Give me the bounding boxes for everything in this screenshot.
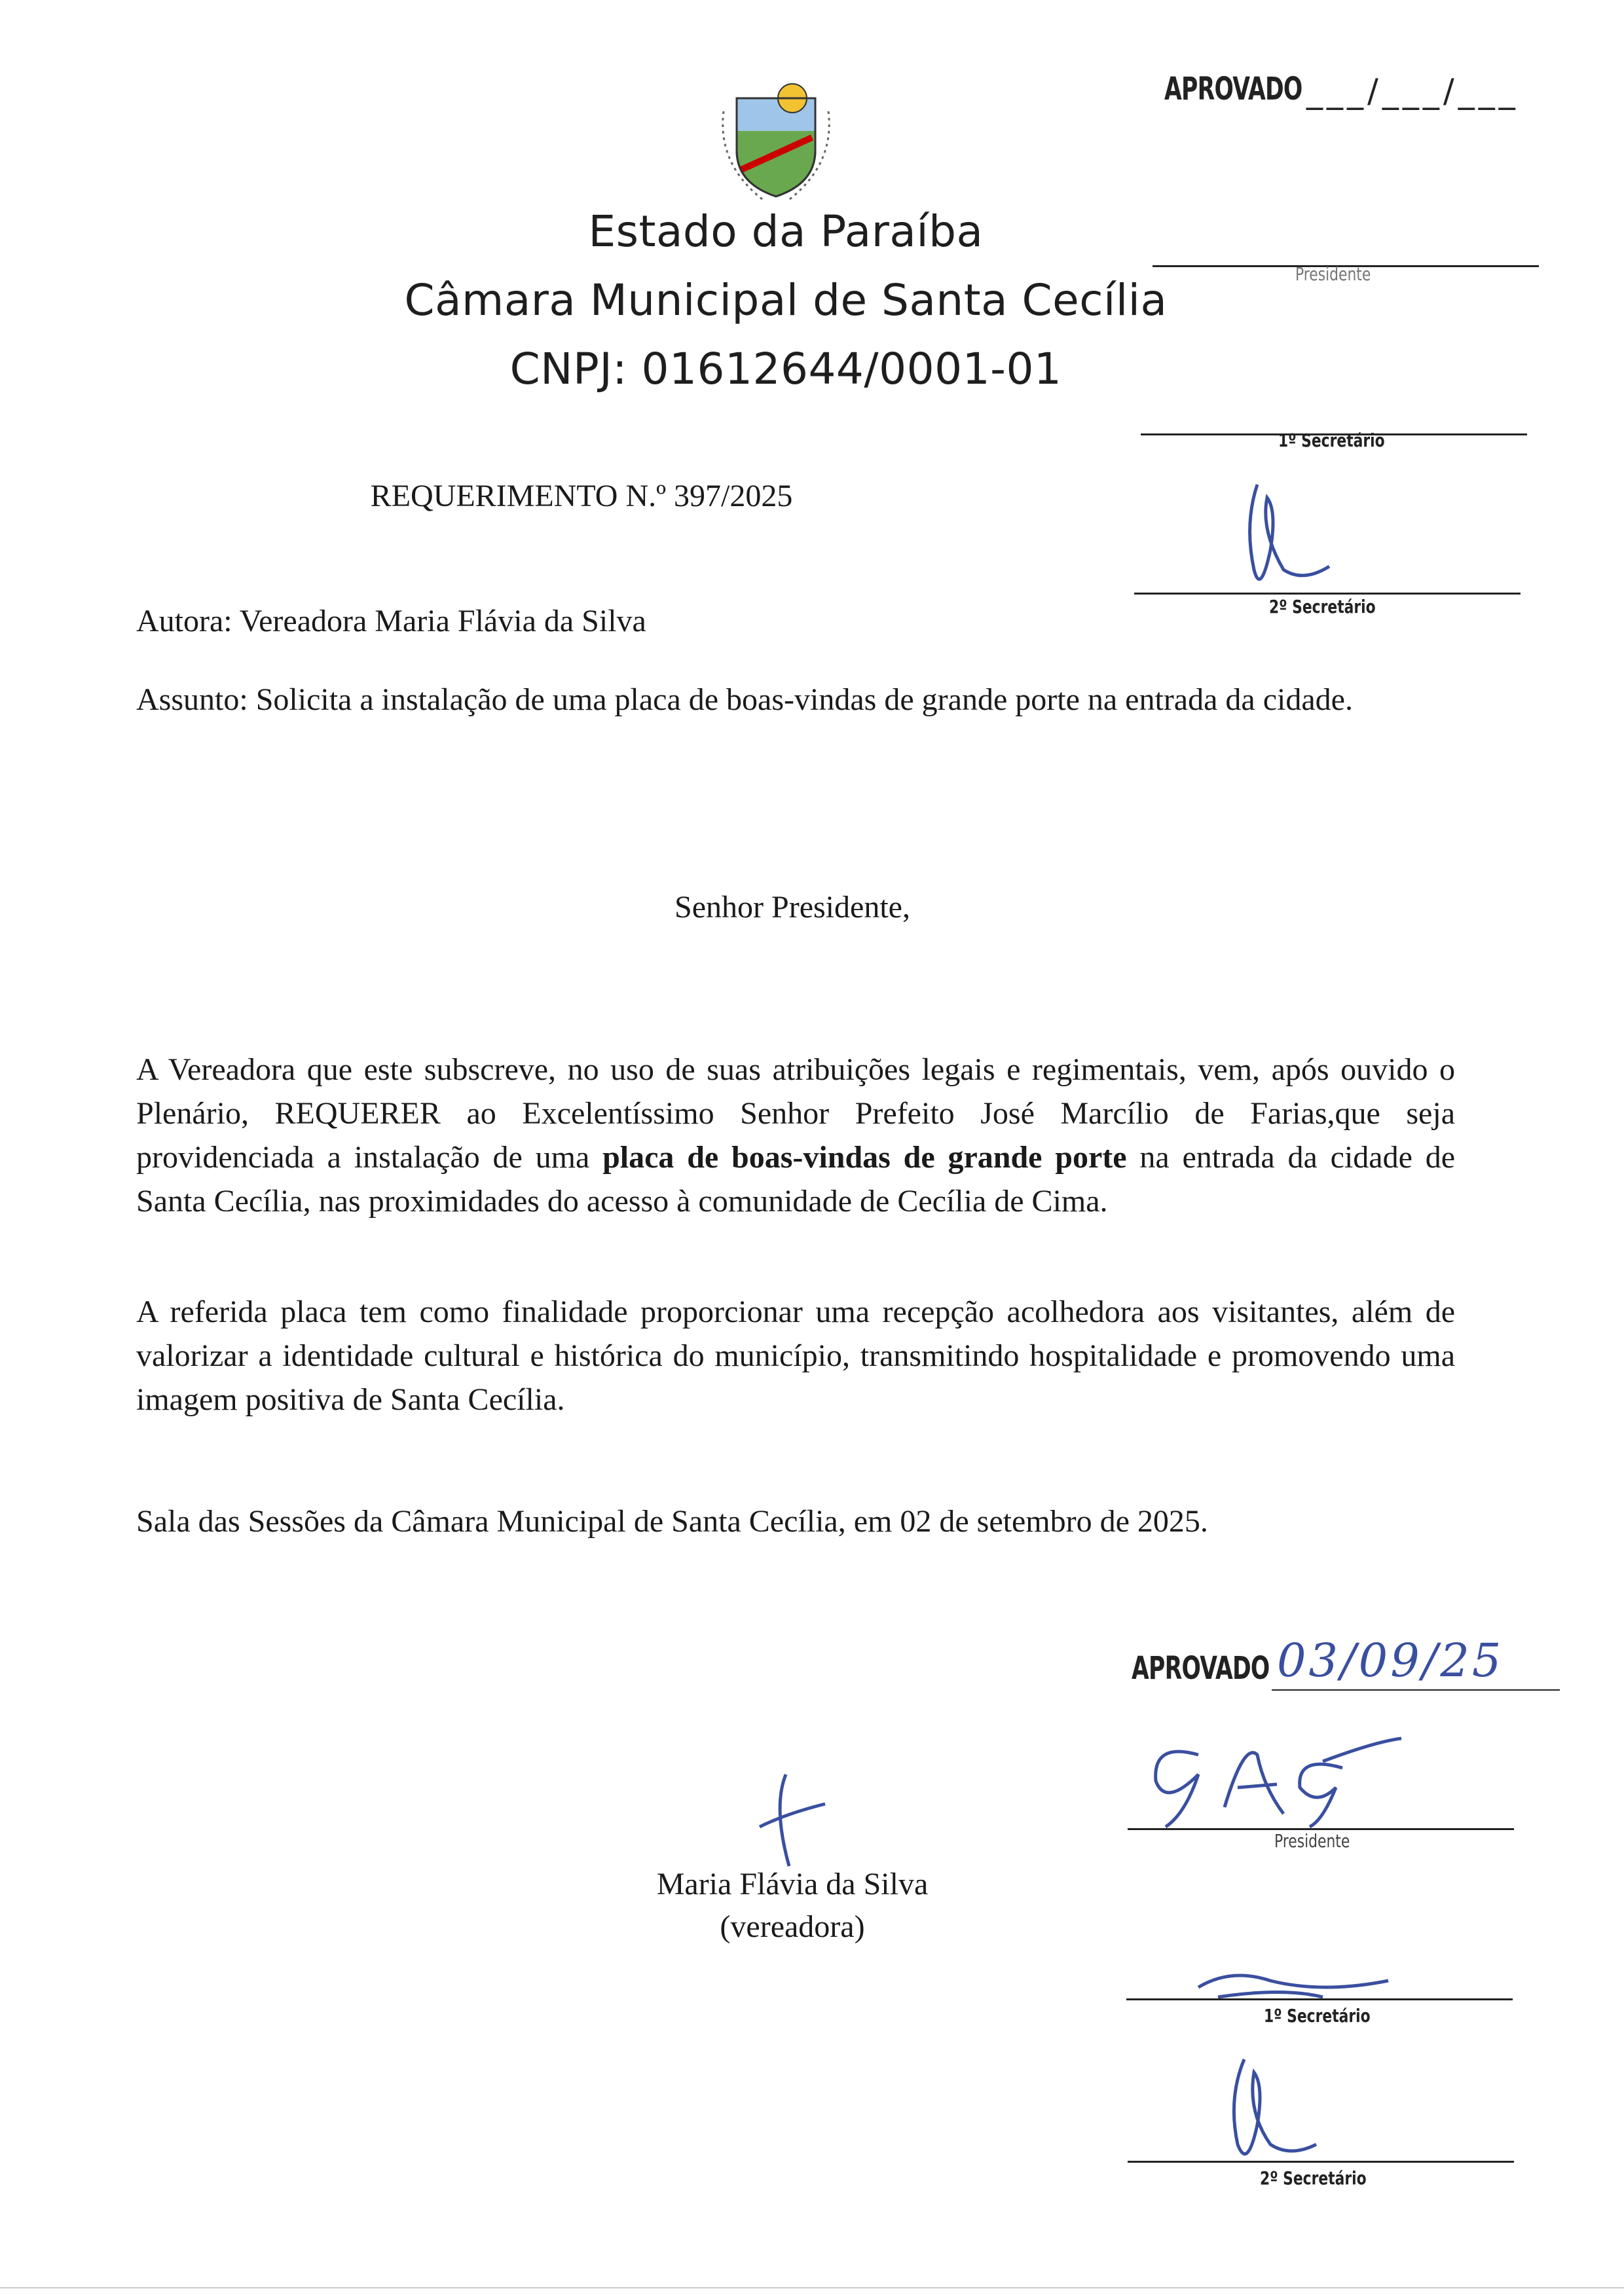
- paragraph-1-text-end: na entrada da cidade de Santa Cecília, nas proximidades do acesso à comunidade de Cecília de Cima.: [136, 1140, 1456, 1219]
- document-paragraph-1: [136, 1048, 1455, 1223]
- stamp-bottom-second-secretary-label: 2º Secretário: [1260, 2167, 1367, 2189]
- header-chamber: Câmara Municipal de Santa Cecília: [404, 275, 1168, 325]
- signature-name: Maria Flávia da Silva: [656, 1867, 929, 1901]
- document-closing: Sala das Sessões da Câmara Municipal de Santa Cecília, em 02 de setembro de 2025.: [136, 1504, 1208, 1539]
- header-cnpj: CNPJ: 01612644/0001-01: [509, 344, 1062, 394]
- document-author: Autora: Vereadora Maria Flávia da Silva: [136, 604, 646, 638]
- stamp-top-first-secretary-label: 1º Secretário: [1278, 430, 1385, 451]
- stamp-top-approved-date: ___/___/___: [1306, 72, 1519, 110]
- signature-role: (vereadora): [720, 1909, 865, 1944]
- handwritten-signature-author: [747, 1768, 838, 1873]
- handwritten-signature-second-secretary-bottom: [1218, 2053, 1336, 2184]
- stamp-bottom-date-line: [1272, 1689, 1560, 1691]
- page-bottom-edge: [0, 2287, 1624, 2288]
- header-state: Estado da Paraíba: [588, 206, 984, 257]
- stamp-bottom-approved-label: APROVADO: [1132, 1650, 1270, 1687]
- stamp-bottom-second-secretary-line: [1128, 2161, 1514, 2163]
- document-paragraph-2: A referida placa tem como finalidade proporcionar uma recepção acolhedora aos visitantes, além de valorizar a identidade cultural e histórica do município, transmitindo hospitalidade e promovendo uma imagem positiva de Santa Cecília.: [136, 1294, 1455, 1417]
- stamp-top-approved-label: APROVADO: [1164, 71, 1302, 107]
- stamp-bottom-first-secretary-line: [1126, 1998, 1513, 2000]
- stamp-bottom-first-secretary-label: 1º Secretário: [1264, 2005, 1371, 2027]
- municipal-crest-icon: [710, 72, 841, 203]
- stamp-bottom-president-label: Presidente: [1274, 1830, 1350, 1852]
- document-title: REQUERIMENTO N.º 397/2025: [370, 479, 793, 513]
- stamp-bottom-approved-date: 03/09/25: [1277, 1634, 1504, 1687]
- handwritten-signature-president: [1126, 1729, 1401, 1833]
- stamp-top-president-label: Presidente: [1295, 263, 1371, 285]
- paragraph-1-bold-text: placa de boas-vindas de grande porte: [602, 1140, 1127, 1175]
- handwritten-signature-second-secretary-top: [1231, 471, 1349, 602]
- document-subject: Assunto: Solicita a instalação de uma placa de boas-vindas de grande porte na entrada da cidade.: [136, 682, 1353, 717]
- stamp-top-second-secretary-label: 2º Secretário: [1269, 596, 1376, 617]
- document-salutation: Senhor Presidente,: [674, 890, 910, 925]
- paragraph-1-text-start: A Vereadora que este subscreve, no uso de suas atribuições legais e regimentais, vem, após ouvido o Plenário, REQUERER ao Excelentíssimo Senhor Prefeito José Marcílio de Farias,que seja providenciada a instalação de uma: [136, 1052, 1455, 1175]
